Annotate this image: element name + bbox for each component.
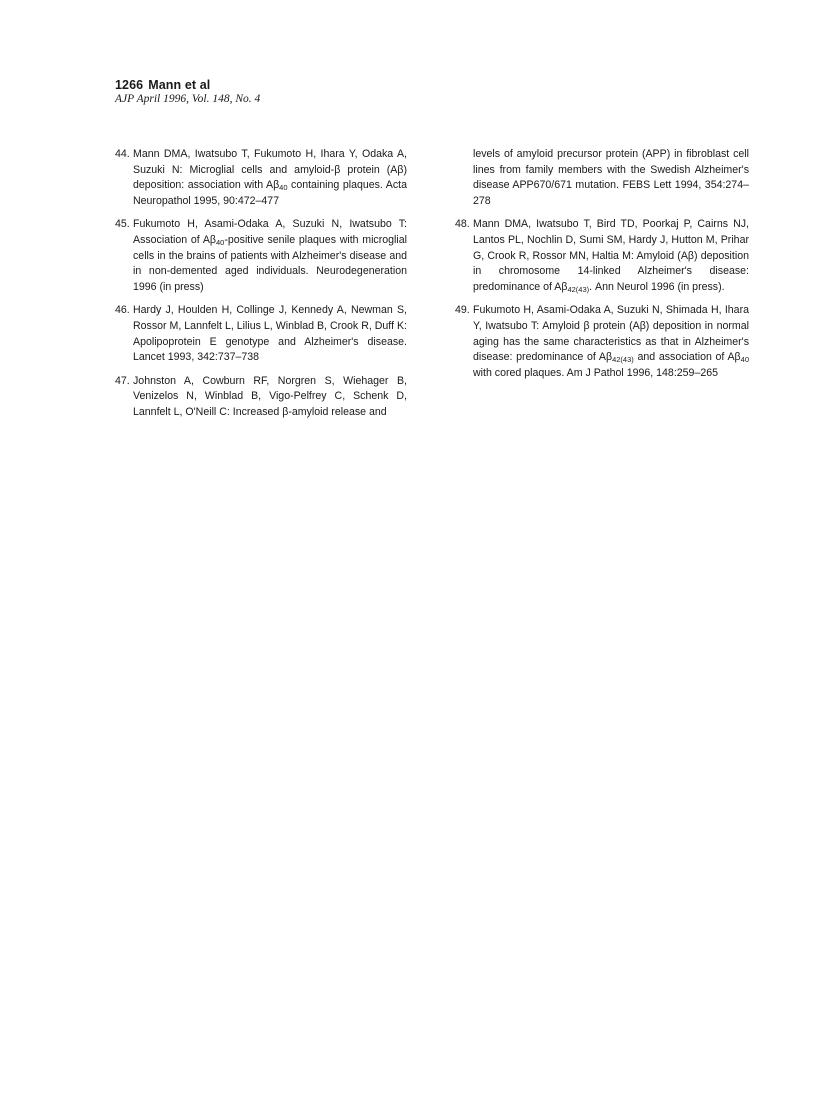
reference-text: [473, 304, 749, 378]
reference-text-segment: Mann DMA, Iwatsubo T, Bird TD, Poorkaj P, Cairns NJ, Lantos PL, Nochlin D, Sumi SM, Hardy J, Hutton M, Prihar G, Crook R, Rossor MN, Haltia M: Amyloid (Aβ) deposition in chromosome 14-linked Alzheimer's disease: predominance of Aβ: [473, 218, 749, 293]
reference-text-segment: Fukumoto H, Asami-Odaka A, Suzuki N, Shimada H, Ihara Y, Iwatsubo T: Amyloid β protein (Aβ) deposition in normal aging has the same characteristics as that in Alzheimer's disease: predominance of Aβ: [473, 304, 749, 364]
reference-continuation: levels of amyloid precursor protein (APP) in fibroblast cell lines from family members with the Swedish Alzheimer's disease APP670/671 mutation. FEBS Lett 1994, 354:274–278: [473, 148, 749, 207]
reference-number: 47.: [115, 374, 130, 387]
running-authors: Mann et al: [148, 78, 211, 92]
reference-text-segment: with cored plaques. Am J Pathol 1996, 148:259–265: [473, 366, 719, 379]
reference-text: [473, 218, 749, 292]
reference-text: [133, 218, 407, 292]
reference-item: [455, 303, 749, 381]
reference-number: 44.: [115, 148, 130, 160]
reference-item: [115, 147, 407, 209]
subscript: 40: [740, 355, 749, 365]
reference-text: [133, 148, 407, 207]
page-number: 1266: [115, 78, 144, 92]
reference-text-segment: -positive senile plaques with microglial cells in the brains of patients with Alzheimer's disease and in non-demented aged individuals. Neurodegeneration 1996 (in press): [133, 233, 407, 293]
reference-text-segment: Johnston A, Cowburn RF, Norgren S, Wiehager B, Venizelos N, Winblad B, Vigo-Pelfrey C, Schenk D, Lannfelt L, O'Neill C: Increased β-amyloid release and: [133, 374, 407, 418]
reference-text-segment: Mann DMA, Iwatsubo T, Fukumoto H, Ihara Y, Odaka A, Suzuki N: Microglial cells and amyloid-β protein (Aβ) deposition: association with Aβ: [133, 148, 407, 192]
subscript: 40: [216, 237, 225, 247]
running-header: [115, 78, 260, 106]
reference-text: [133, 375, 407, 418]
reference-column-right: [455, 147, 749, 389]
reference-number: 45.: [115, 218, 130, 231]
reference-column-left: [115, 147, 407, 429]
reference-text-segment: and association of Aβ: [633, 351, 741, 364]
subscript: 42(43): [612, 355, 634, 365]
reference-text-segment: Hardy J, Houlden H, Collinge J, Kennedy A, Newman S, Rossor M, Lannfelt L, Lilius L, Winblad B, Crook R, Duff K: Apolipoprotein E genotype and Alzheimer's disease. Lancet 1993, 342:737–738: [133, 304, 407, 364]
reference-item: [455, 217, 749, 295]
reference-text-segment: Fukumoto H, Asami-Odaka A, Suzuki N, Iwatsubo T: Association of Aβ: [133, 218, 407, 246]
reference-item: [115, 374, 407, 421]
reference-text-segment: . Ann Neurol 1996 (in press).: [589, 280, 725, 293]
journal-citation: AJP April 1996, Vol. 148, No. 4: [115, 93, 261, 105]
reference-text: [133, 304, 407, 363]
reference-item: [115, 303, 407, 365]
header-page-and-authors: [115, 78, 260, 92]
reference-text-segment: containing plaques. Acta Neuropathol 1995, 90:472–477: [133, 179, 407, 207]
subscript: 42(43): [567, 284, 590, 294]
subscript: 40: [279, 183, 288, 193]
reference-number: 49.: [455, 304, 470, 317]
reference-number: 46.: [115, 304, 130, 317]
reference-number: 48.: [455, 218, 470, 231]
reference-item: [115, 217, 407, 295]
